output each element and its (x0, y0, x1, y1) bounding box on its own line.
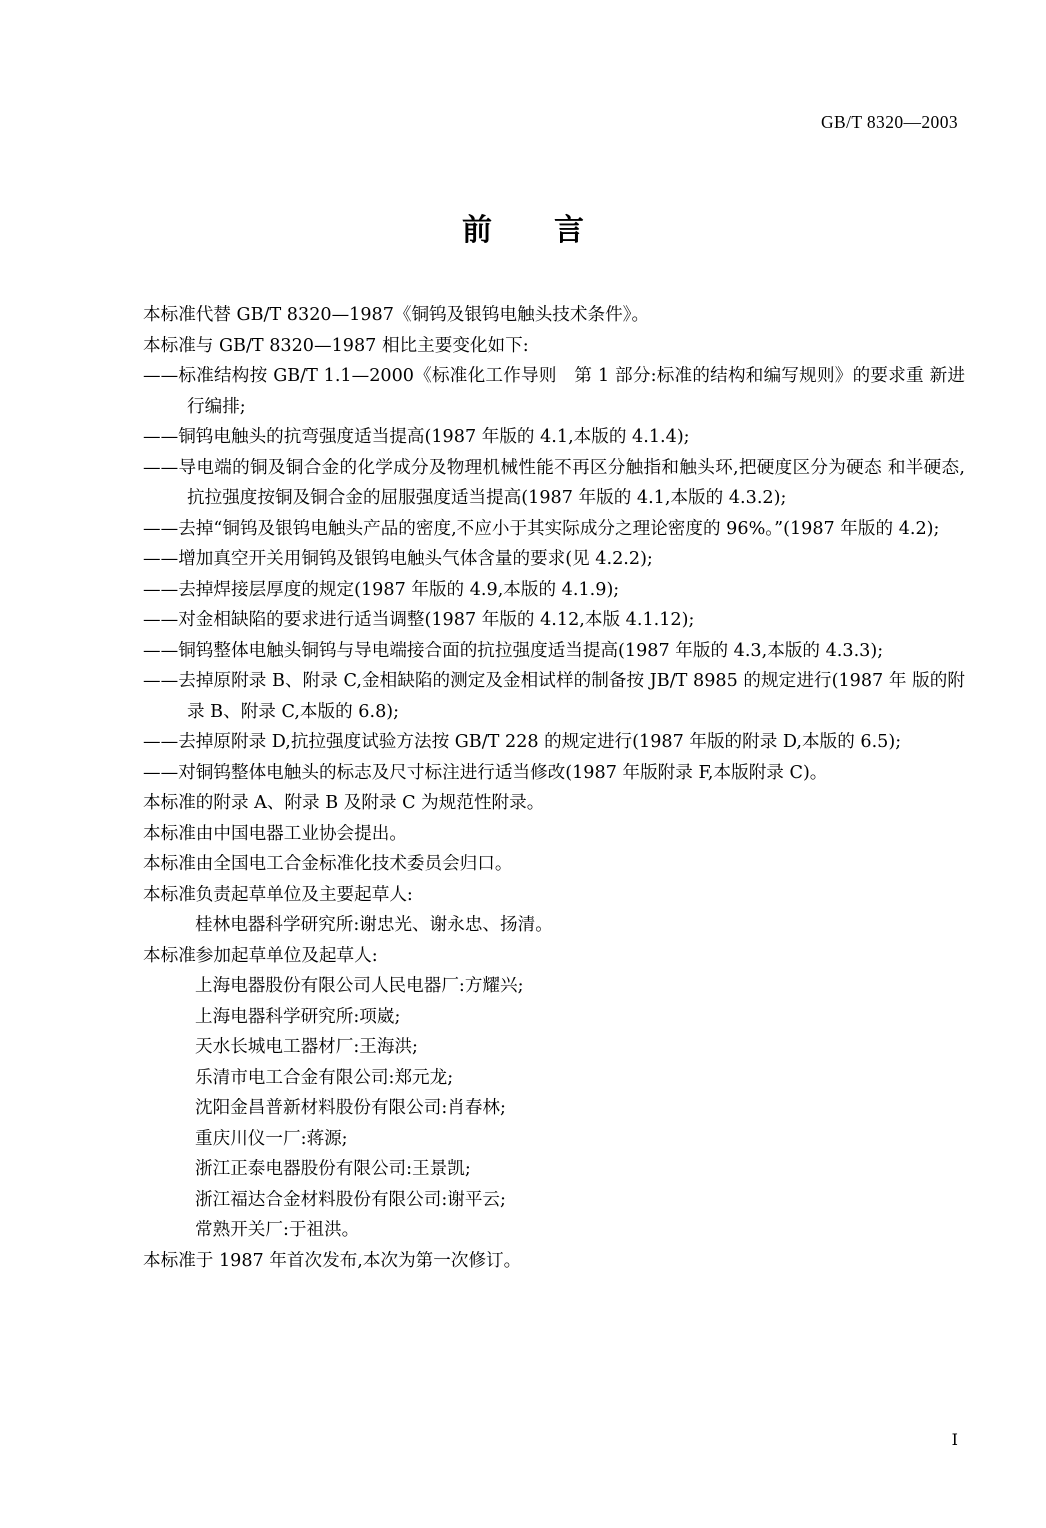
change-item-line: 4.2); (898, 518, 940, 539)
statement-line: 本标准由中国电器工业协会提出。 (143, 823, 407, 844)
change-item-line: ——去掉焊接层厚度的规定(1987 年版的 4.9,本版的 4.1.9); (143, 579, 620, 600)
change-item-line: ——铜钨电触头的抗弯强度适当提高(1987 年版的 4.1,本版的 4.1.4); (143, 427, 690, 447)
change-item (143, 514, 965, 545)
change-item-line: 版的附录 B、附录 C,本版的 6.8); (187, 671, 965, 722)
intro-line: 本标准代替 GB/T 8320—1987《铜钨及银钨电触头技术条件》。 (143, 305, 650, 325)
participant-line: 浙江福达合金材料股份有限公司:谢平云; (195, 1189, 506, 1210)
intro-line: 本标准与 GB/T 8320—1987 相比主要变化如下: (143, 335, 529, 356)
change-item (143, 422, 965, 453)
participant-line: 上海电器科学研究所:项崴; (195, 1006, 401, 1027)
change-item (143, 361, 965, 422)
foreword-content (143, 300, 965, 1276)
participant-line: 浙江正泰电器股份有限公司:王景凯; (195, 1159, 471, 1179)
change-item-line: 新进行编排; (187, 366, 965, 417)
change-item-line: ——标准结构按 GB/T 1.1—2000《标准化工作导则 第 1 部分:标准的结构和编写规则》的要求重 (143, 366, 924, 386)
page-title: 前 言 (462, 213, 600, 248)
statement-line: 本标准由全国电工合金标准化技术委员会归口。 (143, 854, 513, 874)
change-item (143, 544, 965, 575)
participant-line: 沈阳金昌普新材料股份有限公司:肖春林; (195, 1098, 506, 1118)
lead-drafter-line: 桂林电器科学研究所:谢忠光、谢永忠、扬清。 (195, 915, 553, 935)
change-item-line: ——导电端的铜及铜合金的化学成分及物理机械性能不再区分触指和触头环,把硬度区分为硬态 (143, 457, 882, 478)
change-item-line: ——增加真空开关用铜钨及银钨电触头气体含量的要求(见 4.2.2); (143, 549, 653, 569)
participant-line: 天水长城电工器材厂:王海洪; (195, 1037, 418, 1057)
change-item (143, 666, 965, 727)
change-item (143, 453, 965, 514)
change-item-line: ——去掉“铜钨及银钨电触头产品的密度,不应小于其实际成分之理论密度的 96%。”(1987 年版的 (143, 518, 894, 539)
change-item-line: ——去掉原附录 D,抗拉强度试验方法按 GB/T 228 的规定进行(1987 年版的附录 D,本版的 6.5); (143, 732, 902, 752)
change-item-line: ——对铜钨整体电触头的标志及尺寸标注进行适当修改(1987 年版附录 F,本版附录 C)。 (143, 762, 828, 783)
participant-line: 乐清市电工合金有限公司:郑元龙; (195, 1067, 454, 1088)
participant-line: 常熟开关厂:于祖洪。 (195, 1220, 360, 1240)
closing-line: 本标准于 1987 年首次发布,本次为第一次修订。 (143, 1250, 522, 1271)
change-item (143, 636, 965, 667)
participant-line: 重庆川仪一厂:蒋源; (195, 1128, 348, 1149)
participant-line: 上海电器股份有限公司人民电器厂:方耀兴; (195, 976, 524, 996)
change-item (143, 758, 965, 789)
change-item (143, 727, 965, 758)
page-number: Ⅰ (951, 1432, 958, 1449)
change-item-line: ——去掉原附录 B、附录 C,金相缺陷的测定及金相试样的制备按 JB/T 8985 的规定进行(1987 年 (143, 671, 907, 691)
page-header-standard-number: GB/T 8320—2003 (820, 112, 958, 132)
change-item-line: ——对金相缺陷的要求进行适当调整(1987 年版的 4.12,本版 4.1.12); (143, 610, 695, 630)
participants-heading: 本标准参加起草单位及起草人: (143, 945, 378, 966)
statement-line: 本标准的附录 A、附录 B 及附录 C 为规范性附录。 (143, 793, 545, 813)
change-item-line: 和半硬态,抗拉强度按铜及铜合金的屈服强度适当提高(1987 年版的 4.1,本版的 4.3.2); (187, 457, 965, 508)
statement-line: 本标准负责起草单位及主要起草人: (143, 884, 413, 905)
change-item (143, 575, 965, 606)
change-item-line: ——铜钨整体电触头铜钨与导电端接合面的抗拉强度适当提高(1987 年版的 4.3,本版的 4.3.3); (143, 640, 884, 661)
change-item (143, 605, 965, 636)
